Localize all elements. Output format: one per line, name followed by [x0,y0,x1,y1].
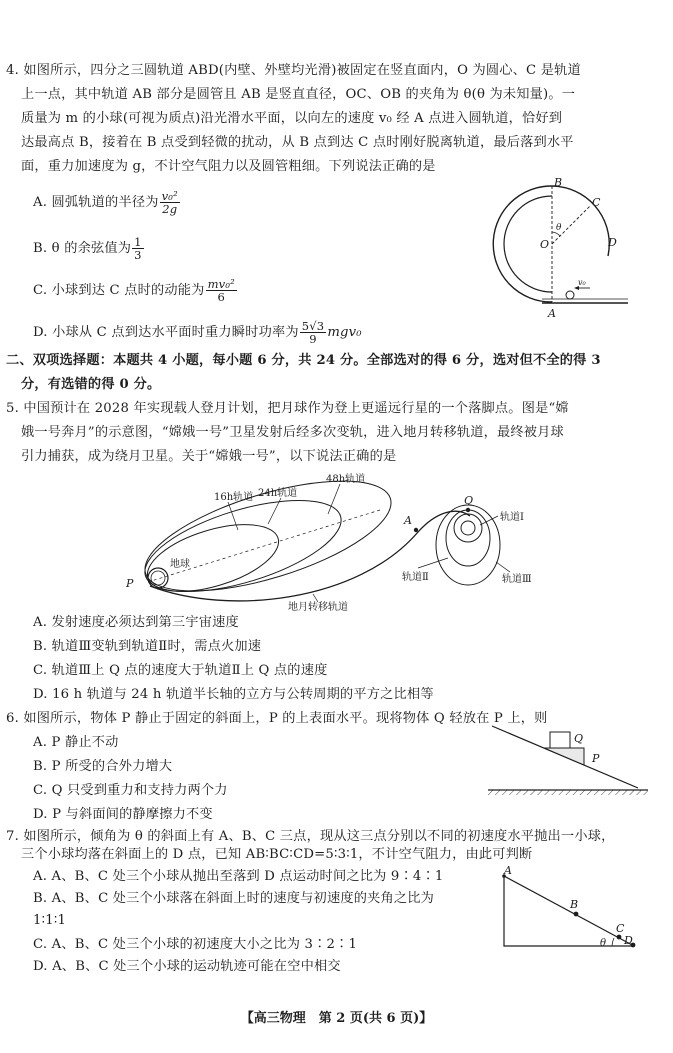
q6-option-c: C. Q 只受到重力和支持力两个力 [33,783,228,798]
q5-label-24h: 24h轨道 [258,488,298,499]
q5-figure-orbits [118,470,548,614]
q7-option-b: B. A、B、C 处三个小球落在斜面上时的速度与初速度的夹角之比为 [33,891,435,906]
q4-label-o: O [540,238,550,251]
q4-option-c-text: C. 小球到达 C 点时的动能为 [33,283,205,298]
q4-option-a-num: v₀² [161,189,178,203]
q5-line-3: 引力捕获，成为绕月卫星。关于“嫦娥一号”，以下说法正确的是 [21,449,397,464]
q4-option-b [33,236,145,261]
q6-figure-incline [488,724,648,800]
q4-label-a: A [548,307,556,320]
q7-point-b [574,912,579,917]
section2-heading-line-2: 分，有选错的得 0 分。 [21,377,161,392]
q4-label-theta: θ [556,223,562,233]
q4-option-d-den: 9 [309,332,317,346]
q5-track-2 [446,510,490,566]
q5-label-earth: 地球 [170,559,190,570]
q7-label-c: C [616,922,625,935]
q7-label-d: D [624,934,633,947]
q4-option-c [33,278,238,303]
q4-option-d [33,320,362,345]
q5-option-c: C. 轨道Ⅲ上 Q 点的速度大于轨道Ⅱ上 Q 点的速度 [33,663,328,678]
q5-track-3 [436,505,500,585]
q5-label-track1: 轨道Ⅰ [500,512,524,523]
q4-line-2: 上一点，其中轨道 AB 部分是圆管且 AB 是竖直直径，OC、OB 的夹角为 θ(θ 为未知量)。一 [21,87,576,102]
q4-line-3: 质量为 m 的小球(可视为质点)沿光滑水平面，以向左的速度 v₀ 经 A 点进入圆轨道，恰好到 [21,111,563,126]
q4-option-b-num: 1 [134,235,142,249]
q4-label-b: B [554,176,563,189]
q4-option-b-den: 3 [134,248,142,262]
q5-label-p: P [126,577,134,590]
q7-label-b: B [570,898,579,911]
q5-point-a [414,528,418,532]
q4-option-d-num: 5√3 [301,319,325,333]
q4-option-d-tail: mgv₀ [327,325,362,340]
q6-ground-hatch [488,790,648,795]
page-footer: 【高三物理 第 2 页(共 6 页)】 [240,1011,433,1026]
q5-moon [461,521,475,535]
q4-line-1: 4. 如图所示，四分之三圆轨道 ABD(内壁、外壁均光滑)被固定在竖直面内，O 为圆心、C 是轨道 [6,63,581,78]
q7-option-c: C. A、B、C 处三个小球的初速度大小之比为 3∶2∶1 [33,937,358,952]
q4-ball [566,291,574,299]
q5-label-a: A [404,514,412,527]
q6-line-1: 6. 如图所示，物体 P 静止于固定的斜面上，P 的上表面水平。现将物体 Q 轻放在 P 上，则 [6,711,548,726]
q7-option-b-cont: 1∶1∶1 [33,913,67,928]
q4-label-d: D [608,236,617,249]
q5-label-track2: 轨道Ⅱ [402,572,429,583]
q5-label-16h: 16h轨道 [214,492,254,503]
q4-option-b-fraction [132,236,144,261]
q6-block-p [544,748,584,765]
q4-option-d-fraction [300,320,327,345]
q5-option-d: D. 16 h 轨道与 24 h 轨道半长轴的立方与公转周期的平方之比相等 [33,687,434,702]
q5-line-2: 娥一号奔月”的示意图，“嫦娥一号”卫星发射后经多次变轨，进入地月转移轨道，最终被月球 [21,425,564,440]
q5-option-a: A. 发射速度必须达到第三宇宙速度 [33,615,239,630]
q7-option-d: D. A、B、C 处三个小球的运动轨迹可能在空中相交 [33,959,341,974]
q4-label-v0: v₀ [578,278,586,287]
q4-option-a [33,190,181,215]
q6-option-b: B. P 所受的合外力增大 [33,759,173,774]
q5-option-b: B. 轨道Ⅲ变轨到轨道Ⅱ时，需点火加速 [33,639,262,654]
q5-leader-48h [328,484,340,514]
q6-label-q: Q [574,732,584,745]
q5-track-1 [454,514,482,542]
section2-heading-line-1: 二、双项选择题：本题共 4 小题，每小题 6 分，共 24 分。全部选对的得 6 分，选对但不全的得 3 [6,353,601,368]
q5-leader-track3 [496,562,510,572]
q4-line-4: 达最高点 B，接着在 B 点受到轻微的扰动，从 B 点到达 C 点时刚好脱离轨道，最后落到水平 [21,135,574,150]
q4-option-d-text: D. 小球从 C 点到达水平面时重力瞬时功率为 [33,325,299,340]
q7-label-a: A [504,864,512,877]
q4-option-b-text: B. θ 的余弦值为 [33,241,132,256]
q5-label-transfer: 地月转移轨道 [288,602,348,613]
q7-line-1: 7. 如图所示，倾角为 θ 的斜面上有 A、B、C 三点，现从这三点分别以不同的初速度水平抛出一小球， [6,829,615,844]
q4-option-a-den: 2g [162,202,178,216]
q4-line-5: 面，重力加速度为 g，不计空气阻力以及圆管粗细。下列说法正确的是 [21,159,436,174]
q7-triangle [504,876,634,946]
q5-line-1: 5. 中国预计在 2028 年实现载人登月计划，把月球作为登上更遥远行星的一个落脚点。图是“嫦 [6,401,569,416]
q4-figure-circle-track [490,176,640,322]
q7-point-c [617,935,622,940]
q5-leader-transfer [313,594,318,602]
q5-leader-track2 [418,558,448,568]
q7-label-theta: θ [600,938,607,949]
q4-option-c-den: 6 [217,290,226,304]
q6-label-p: P [592,752,600,765]
q6-option-d: D. P 与斜面间的静摩擦力不变 [33,807,213,822]
q7-theta-arc [612,938,614,946]
q5-point-q [466,508,470,512]
q4-option-c-num: mv₀² [207,277,235,291]
q7-option-a: A. A、B、C 处三个小球从抛出至落到 D 点运动时间之比为 9∶4∶1 [33,869,444,884]
q4-option-a-text: A. 圆弧轨道的半径为 [33,195,159,210]
q4-label-c: C [592,196,601,209]
q7-figure-incline [494,864,644,954]
q6-block-q [550,732,570,748]
q5-major-axis [148,510,380,582]
q6-option-a: A. P 静止不动 [33,735,119,750]
q4-option-c-fraction [206,278,237,303]
q5-label-track3: 轨道Ⅲ [502,574,532,585]
q5-label-48h: 48h轨道 [326,474,366,485]
q5-label-q: Q [464,494,474,507]
q4-option-a-fraction [160,190,180,215]
q7-line-2: 三个小球均落在斜面上的 D 点，已知 AB∶BC∶CD=5∶3∶1，不计空气阻力，由此可判断 [21,847,533,862]
